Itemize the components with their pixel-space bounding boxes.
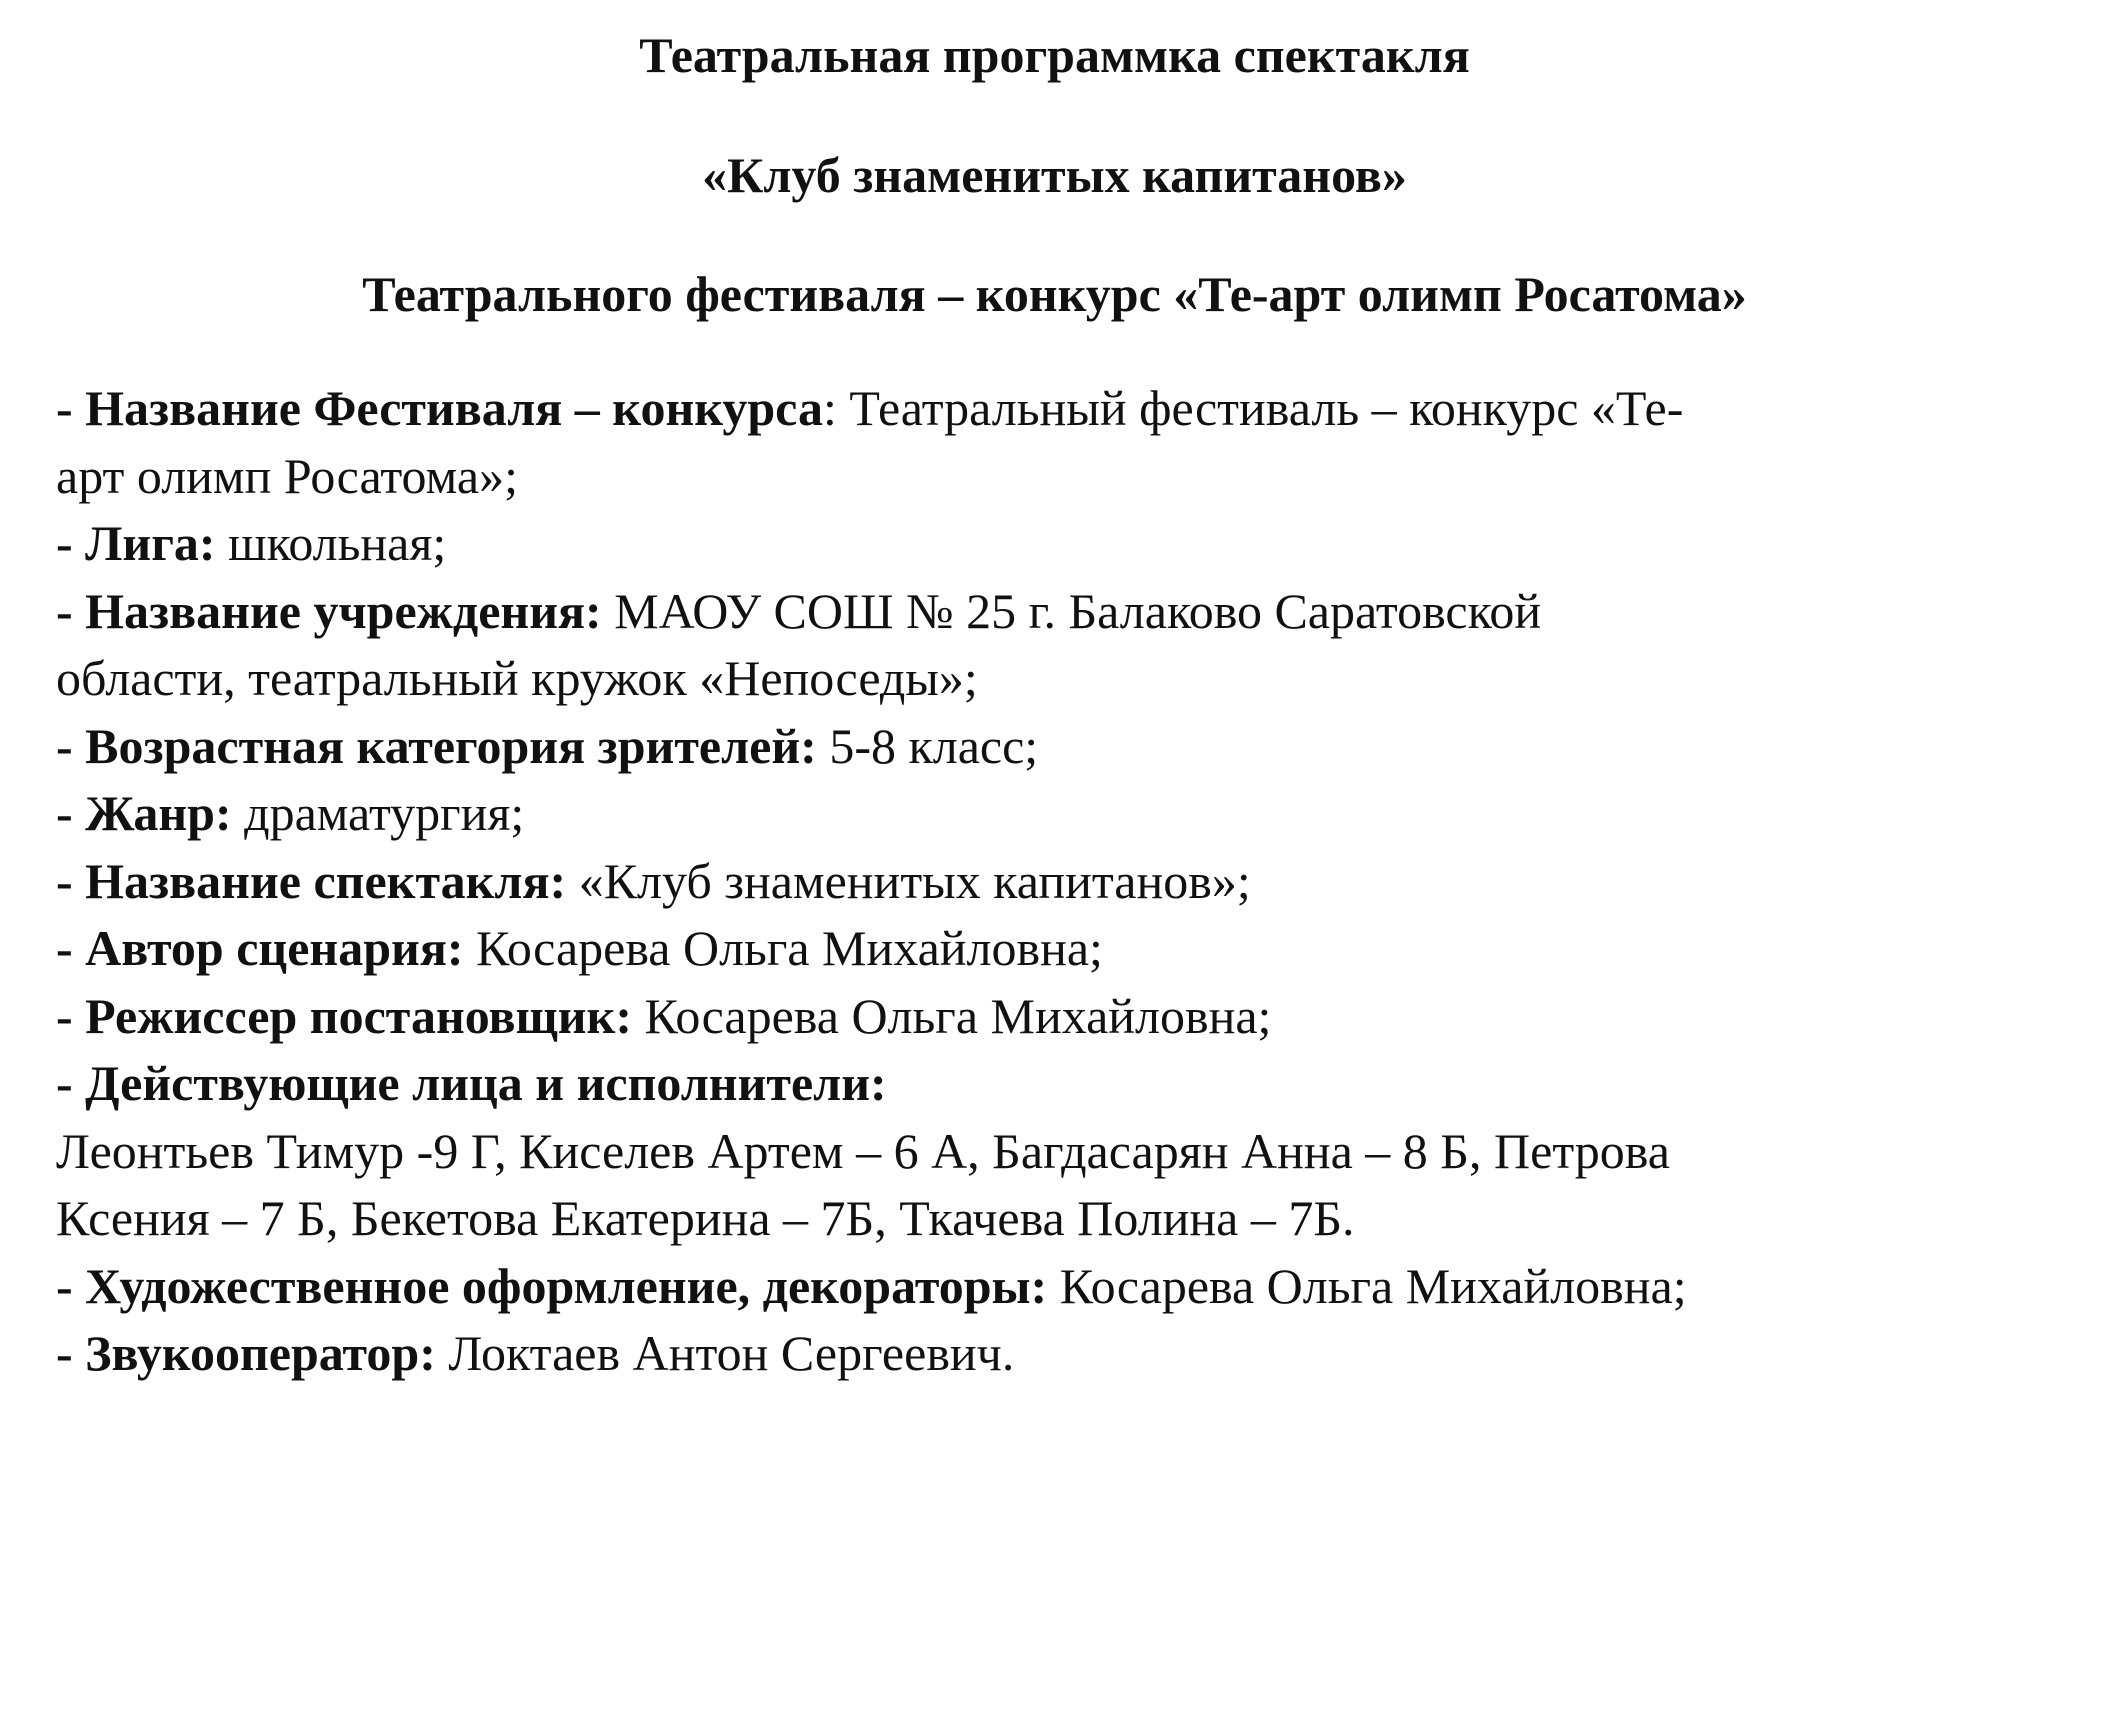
- program-line: [56, 510, 2056, 578]
- play-title: «Клуб знаменитых капитанов»: [702, 147, 1407, 203]
- program-line: [56, 1185, 2056, 1253]
- program-line: [56, 848, 2056, 916]
- field-label: - Жанр:: [56, 785, 232, 841]
- program-line: [56, 1320, 2056, 1388]
- program-details: [56, 375, 2056, 1388]
- field-value: Косарева Ольга Михайловна;: [463, 920, 1103, 976]
- field-label: - Звукооператор:: [56, 1325, 436, 1381]
- program-line: [56, 1118, 2056, 1186]
- field-value: : Театральный фестиваль – конкурс «Те-: [822, 380, 1684, 436]
- field-value: МАОУ СОШ № 25 г. Балаково Саратовской: [601, 582, 1542, 639]
- field-value: Косарева Ольга Михайловна;: [1047, 1257, 1687, 1314]
- field-label: - Возрастная категория зрителей:: [56, 717, 817, 774]
- program-line: [56, 645, 2056, 713]
- program-line: [56, 915, 2056, 983]
- field-value: «Клуб знаменитых капитанов»;: [566, 852, 1251, 909]
- field-label: - Действующие лица и исполнители:: [56, 1055, 887, 1111]
- field-label: - Автор сценария:: [56, 920, 464, 976]
- field-value: 5-8 класс;: [816, 717, 1039, 774]
- program-line: [56, 578, 2056, 646]
- field-value: области, театральный кружок «Непоседы»;: [56, 650, 978, 706]
- field-value: Леонтьев Тимур -9 Г, Киселев Артем – 6 А, Багдасарян Анна – 8 Б, Петрова: [56, 1122, 1670, 1179]
- field-label: - Название учреждения:: [56, 582, 602, 639]
- field-value: школьная;: [215, 515, 447, 571]
- field-value: Косарева Ольга Михайловна;: [632, 987, 1272, 1044]
- program-line: [56, 780, 2056, 848]
- field-value: арт олимп Росатома»;: [56, 447, 518, 504]
- program-line: [56, 443, 2056, 511]
- program-line: [56, 983, 2056, 1051]
- field-label: - Лига:: [56, 515, 216, 571]
- program-line: [56, 713, 2056, 781]
- program-line: [56, 1050, 2056, 1118]
- document-title: Театральная программка спектакля: [639, 27, 1470, 83]
- program-line: [56, 1253, 2056, 1321]
- field-label: - Название спектакля:: [56, 852, 567, 909]
- field-label: - Название Фестиваля – конкурса: [56, 380, 823, 436]
- field-value: Локтаев Антон Сергеевич.: [435, 1325, 1015, 1381]
- field-label: - Художественное оформление, декораторы:: [56, 1257, 1048, 1314]
- festival-title: Театрального фестиваля – конкурс «Те-арт олимп Росатома»: [362, 266, 1747, 322]
- program-line: [56, 375, 2056, 443]
- field-label: - Режиссер постановщик:: [56, 987, 633, 1044]
- field-value: драматургия;: [231, 785, 525, 841]
- field-value: Ксения – 7 Б, Бекетова Екатерина – 7Б, Ткачева Полина – 7Б.: [56, 1190, 1355, 1246]
